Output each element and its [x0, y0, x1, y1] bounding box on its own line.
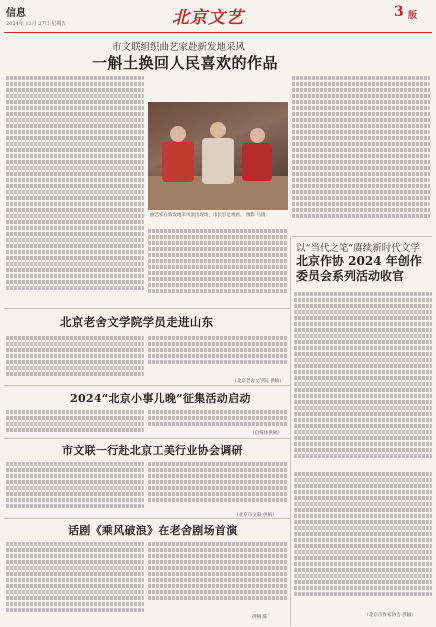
event-2024-credit: （自媒体供稿）	[250, 431, 283, 436]
event-2024-title: 2024“北京小事儿晚”征集活动启动	[70, 392, 251, 405]
zhonglao-credit: （北京老舍文学院 供稿）	[232, 379, 284, 384]
zhonglao-body-left	[6, 334, 144, 382]
newspaper-logo: 北京文艺	[172, 8, 244, 28]
writers-subtitle: 以“当代之笔”赓续新时代文学	[296, 243, 420, 254]
photo-caption	[150, 213, 286, 219]
event-2024-body-left	[6, 408, 144, 436]
lead-body-right	[292, 74, 430, 234]
page-number: 3	[394, 4, 404, 20]
writers-credit: （北京市作家协会 供稿）	[364, 613, 416, 618]
drama-credit: 供稿 陈	[252, 615, 268, 620]
masthead-rule	[4, 32, 432, 33]
writers-body-bottom	[294, 470, 432, 610]
industrial-body-left	[6, 460, 144, 514]
drama-title: 话剧《乘风破浪》在老舍剧场首演	[68, 524, 238, 537]
drama-body-right	[148, 540, 288, 612]
writers-title: 北京作协 2024 年创作委员会系列活动收官	[296, 254, 422, 283]
lead-body-middle	[148, 227, 288, 305]
drama-body-left	[6, 540, 144, 624]
photo-caption-text: 曲艺家在新发地采风演出现场，市民驻足观看。	[150, 213, 245, 218]
industrial-body-right	[148, 460, 288, 510]
lead-title: 一斛土换回人民喜欢的作品	[92, 54, 279, 72]
page-number-suffix: 版	[408, 11, 418, 21]
masthead	[0, 0, 436, 34]
zhonglao-title: 北京老舍文学院学员走进山东	[60, 315, 214, 329]
lead-body-left	[6, 74, 144, 304]
industrial-title: 市文联一行赴北京工美行业协会调研	[62, 444, 243, 457]
lead-subtitle: 市文联组织曲艺家赴新发地采风	[112, 42, 246, 53]
lead-photo	[148, 102, 288, 210]
industrial-credit: （北京市文联 供稿）	[234, 513, 277, 518]
section-label: 信息	[6, 8, 26, 19]
issue-date: 2024年 12月 27日 星期五	[6, 21, 67, 27]
writers-body-top	[294, 290, 432, 470]
photo-credit: 摄影 马镇	[245, 213, 266, 218]
zhonglao-body-right	[148, 334, 288, 374]
